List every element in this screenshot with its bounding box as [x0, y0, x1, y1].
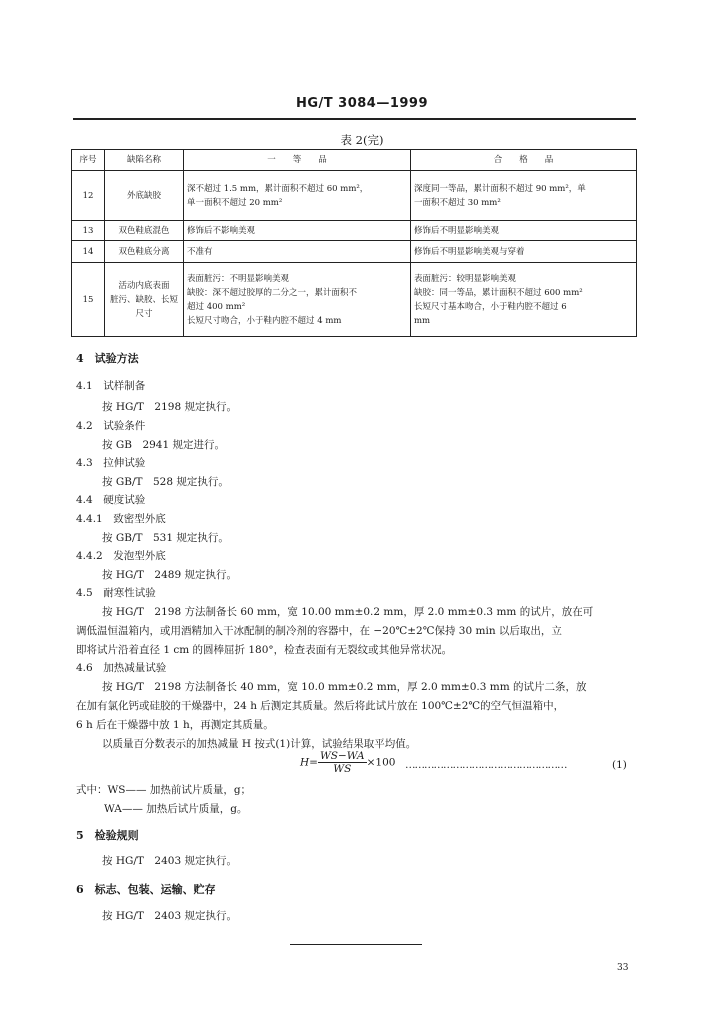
paragraph: 按 HG/T 2403 规定执行。 — [102, 855, 237, 867]
table-row — [72, 263, 637, 337]
equation-number: (1) — [612, 759, 627, 771]
first-grade-cell: 不准有 — [184, 241, 411, 263]
section-heading: 4.1 试样制备 — [76, 380, 146, 392]
first-grade-cell: 修饰后不影响美观 — [184, 221, 411, 241]
section-heading: 4.6 加热减量试验 — [76, 662, 167, 674]
defect-name: 双色鞋底混色 — [105, 221, 184, 241]
table-row — [72, 171, 637, 221]
formula-leader: …………………………………………… — [405, 759, 567, 771]
table-header-row — [72, 150, 637, 171]
section-heading: 4.3 拉伸试验 — [76, 457, 146, 469]
paragraph: 按 GB 2941 规定进行。 — [102, 439, 226, 451]
pass-grade-cell: 深度同一等品，累计面积不超过 90 mm²，单 一面积不超过 30 mm² — [411, 171, 637, 221]
section-heading: 4 试验方法 — [76, 352, 139, 365]
table-row — [72, 221, 637, 241]
paragraph-line: 调低温恒温箱内，或用酒精加入干冰配制的制冷剂的容器中，在 −20℃±2℃保持 30 min 以后取出，立 — [76, 625, 562, 637]
pass-grade-cell: 修饰后不明显影响美观 — [411, 221, 637, 241]
paragraph-line: 6 h 后在干燥器中放 1 h，再测定其质量。 — [76, 719, 274, 731]
first-grade-cell: 表面脏污：不明显影响美观 缺胶：深不超过胶厚的二分之一，累计面积不 超过 400 mm² 长短尺寸吻合，小于鞋内腔不超过 4 mm — [184, 263, 411, 337]
section-heading: 5 检验规则 — [76, 829, 139, 842]
header-rule — [73, 118, 636, 120]
first-grade-cell: 深不超过 1.5 mm，累计面积不超过 60 mm²， 单一面积不超过 20 mm² — [184, 171, 411, 221]
paragraph: 按 HG/T 2198 规定执行。 — [102, 401, 237, 413]
table-row — [72, 241, 637, 263]
paragraph: 按 GB/T 531 规定执行。 — [102, 532, 229, 544]
footer-rule — [290, 944, 422, 945]
paragraph: 按 HG/T 2403 规定执行。 — [102, 910, 237, 922]
row-number: 13 — [72, 221, 105, 241]
section-heading: 4.4.2 发泡型外底 — [76, 550, 166, 562]
col-header: 缺陷名称 — [105, 150, 184, 171]
row-number: 15 — [72, 263, 105, 337]
paragraph-line: 按 HG/T 2198 方法制备长 60 mm，宽 10.00 mm±0.2 mm，厚 2.0 mm±0.3 mm 的试片，放在可 — [102, 606, 594, 618]
paragraph-line: 在加有氯化钙或硅胶的干燥器中，24 h 后测定其质量。然后将此试片放在 100℃±2℃的空气恒温箱中， — [76, 700, 565, 712]
where-line: 式中：WS—— 加热前试片质量，g； — [76, 784, 252, 796]
defect-name: 双色鞋底分离 — [105, 241, 184, 263]
paragraph: 按 HG/T 2489 规定执行。 — [102, 569, 237, 581]
row-number: 14 — [72, 241, 105, 263]
section-heading: 6 标志、包装、运输、贮存 — [76, 883, 216, 896]
section-heading: 4.4.1 致密型外底 — [76, 513, 166, 525]
pass-grade-cell: 表面脏污：较明显影响美观 缺胶：同一等品，累计面积不超过 600 mm² 长短尺寸基本吻合，小于鞋内腔不超过 6 mm — [411, 263, 637, 337]
row-number: 12 — [72, 171, 105, 221]
section-heading: 4.4 硬度试验 — [76, 494, 146, 506]
page-number: 33 — [617, 963, 629, 973]
where-line: WA—— 加热后试片质量，g。 — [104, 803, 248, 815]
paragraph-line: 即将试片沿着直径 1 cm 的圆棒屈折 180°，检查表面有无裂纹或其他异常状况。 — [76, 644, 453, 656]
paragraph: 按 GB/T 528 规定执行。 — [102, 476, 229, 488]
section-heading: 4.5 耐寒性试验 — [76, 587, 156, 599]
col-header: 一 等 品 — [184, 150, 411, 171]
table-caption: 表 2(完) — [340, 133, 384, 147]
paragraph-line: 按 HG/T 2198 方法制备长 40 mm，宽 10.0 mm±0.2 mm，厚 2.0 mm±0.3 mm 的试片二条，放 — [102, 681, 587, 693]
paragraph: 以质量百分数表示的加热减量 H 按式(1)计算，试验结果取平均值。 — [102, 738, 417, 750]
defect-name: 外底缺胶 — [105, 171, 184, 221]
col-header: 合 格 品 — [411, 150, 637, 171]
standard-header: HG/T 3084—1999 — [295, 96, 429, 111]
section-heading: 4.2 试验条件 — [76, 420, 146, 432]
col-header: 序号 — [72, 150, 105, 171]
formula: H= $\frac{WS-WA}{WS}$ ×100 — [300, 750, 396, 775]
defect-name: 活动内底表面 脏污、缺胶、长短 尺寸 — [105, 263, 184, 337]
pass-grade-cell: 修饰后不明显影响美观与穿着 — [411, 241, 637, 263]
defect-table — [71, 149, 637, 337]
